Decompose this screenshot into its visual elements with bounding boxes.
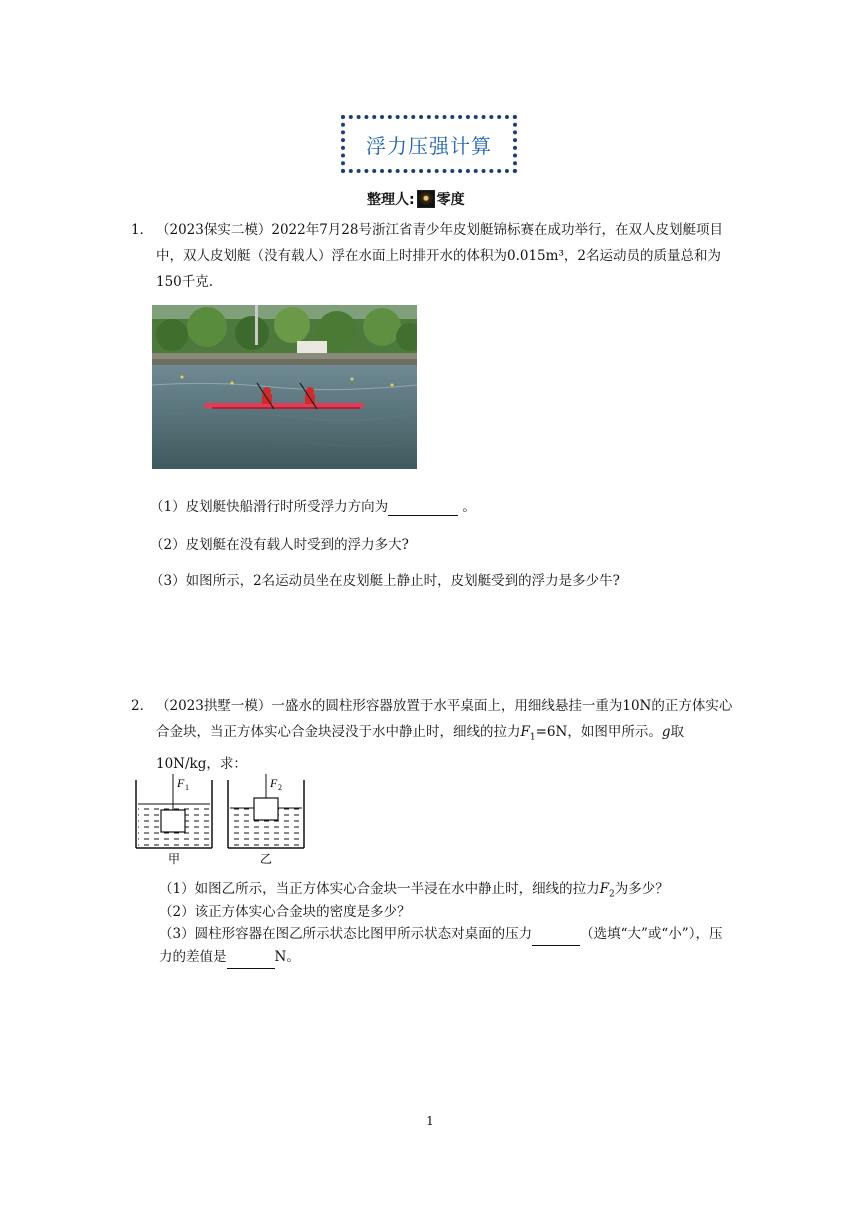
q2-sub1 [159, 877, 669, 900]
q1-sub1 [150, 495, 476, 516]
q2-sub1-f-sub: 2 [608, 889, 615, 900]
page-title: 浮力压强计算 [366, 133, 492, 158]
q2-sub3-text: （3）圆柱形容器在图乙所示状态比图甲所示状态对桌面的压力 [159, 926, 533, 942]
f1-symbol: F [520, 724, 530, 740]
f1-subscript: 1 [529, 732, 536, 743]
fig-jia-label: 甲 [168, 852, 181, 865]
q1-sub1-end: 。 [462, 499, 476, 515]
question-1-number: 1． [131, 222, 154, 238]
q2-sub1-text: （1）如图乙所示，当正方体实心合金块一半浸在水中静止时，细线的拉力 [159, 881, 600, 897]
fig-f2-label: F [270, 776, 278, 790]
fig-yi-label: 乙 [260, 852, 273, 865]
container-diagram [132, 770, 322, 865]
title-box [341, 115, 517, 173]
question-1 [131, 217, 734, 295]
g-symbol: g [661, 724, 671, 740]
question-1-text: （2023保实二模）2022年7月28号浙江省青少年皮划艇锦标赛在成功举行，在双人皮划艇项目中，双人皮划艇（没有载人）浮在水面上时排开水的体积为0.015m³，2名运动员的质量总和为150千克. [156, 222, 723, 290]
q2-sub2: （2）该正方体实心合金块的密度是多少？ [159, 904, 411, 920]
q1-sub2: （2）皮划艇在没有载人时受到的浮力多大? [150, 537, 409, 553]
q2-sub3-blank-1[interactable] [532, 923, 580, 946]
question-2-text [131, 693, 734, 777]
q1-sub1-blank[interactable] [388, 499, 458, 516]
q2-sub3-blank-2[interactable] [227, 946, 275, 969]
q2-sub1-f-symbol: F [599, 881, 609, 897]
question-2-number: 2． [131, 698, 154, 714]
q2-sub1-end: 为多少？ [614, 881, 669, 897]
fig-f1-label: F [177, 776, 185, 790]
question-2-text-c: 取10N/kg，求： [156, 724, 684, 772]
question-2-text-b: =6N，如图甲所示。 [535, 724, 662, 740]
editor-name: 零度 [436, 192, 465, 208]
q2-sub3-end: N。 [274, 949, 300, 965]
q2-sub3-mid: （选填“大”或“小”），压力的差值是 [159, 926, 723, 965]
fig-f1-sub: 1 [185, 783, 189, 792]
kayak-photo [152, 305, 417, 469]
editor-prefix: 整理人: [367, 192, 415, 208]
editor-line [367, 189, 465, 209]
q2-sub3 [159, 923, 734, 969]
editor-avatar-icon [417, 190, 435, 208]
q1-sub3: （3）如图所示，2名运动员坐在皮划艇上静止时，皮划艇受到的浮力是多少牛? [150, 573, 620, 589]
question-2 [131, 693, 734, 777]
container-yi [228, 774, 304, 848]
q1-sub1-text: （1）皮划艇快船滑行时所受浮力方向为 [150, 499, 389, 515]
container-jia [136, 774, 212, 848]
page-number: 1 [426, 1114, 434, 1128]
fig-f2-sub: 2 [278, 783, 282, 792]
question-2-text-a: （2023拱墅一模）一盛水的圆柱形容器放置于水平桌面上，用细线悬挂一重为10N的正方体实心合金块，当正方体实心合金块浸没于水中静止时，细线的拉力 [156, 698, 733, 740]
